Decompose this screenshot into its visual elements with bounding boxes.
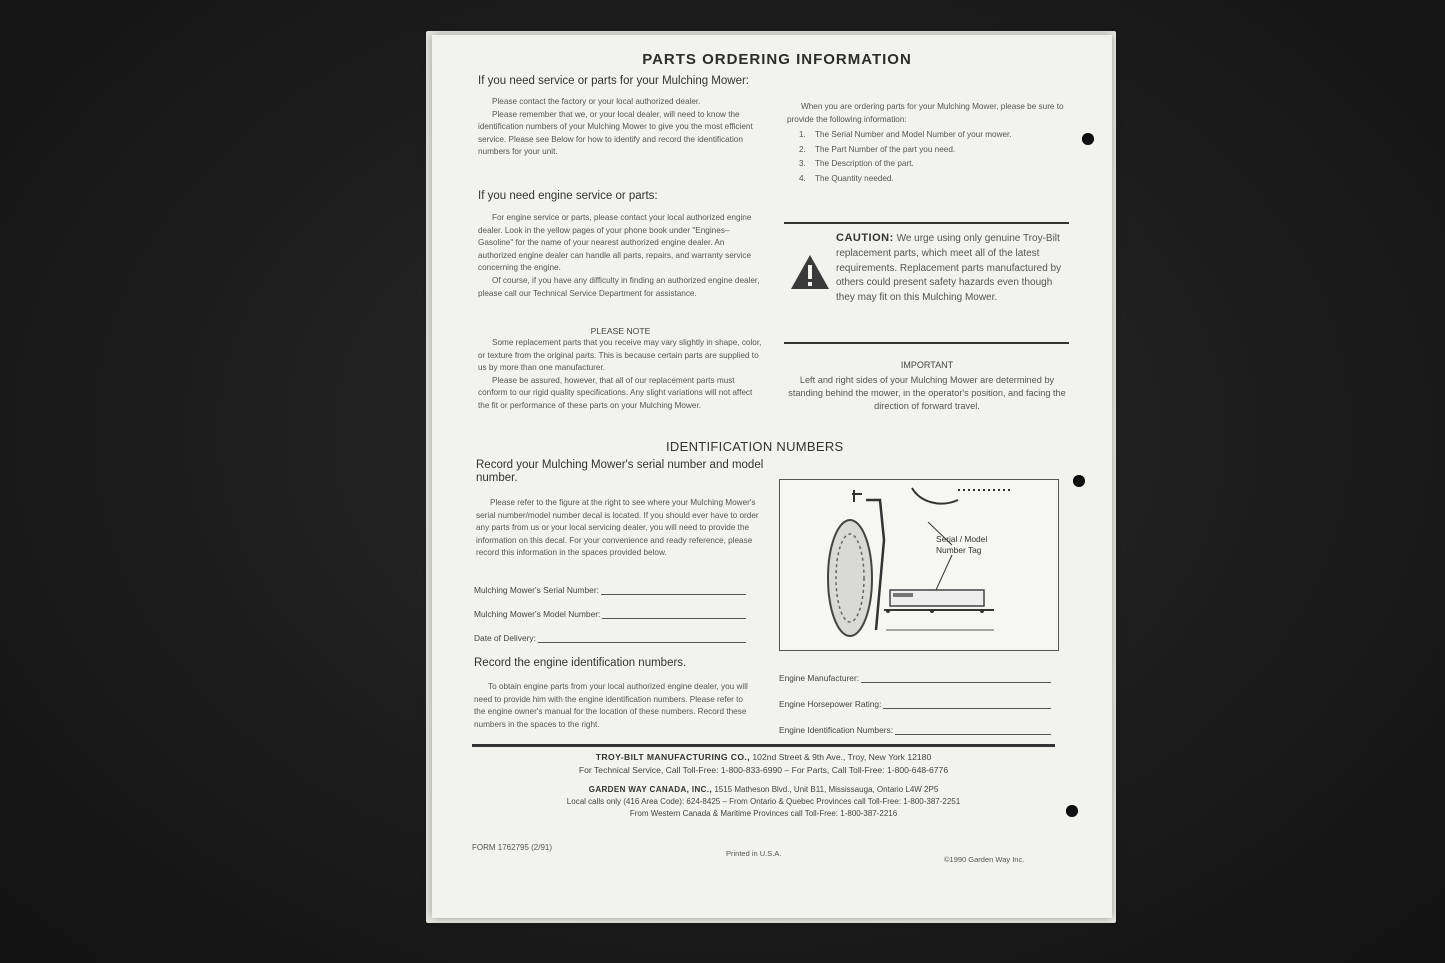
engine-id-label: Engine Identification Numbers:	[779, 725, 894, 735]
footer-company-1-phones: For Technical Service, Call Toll-Free: 1-800-833-6990 – For Parts, Call Toll-Free: 1-800-648-6776	[578, 765, 949, 775]
footer-rule	[472, 744, 1055, 747]
caution-bottom-rule	[784, 342, 1069, 344]
engine-record-para-text: To obtain engine parts from your local authorized engine dealer, you will need to provide him with the engine identification numbers. Please refer to the engine owner's manual for the location of these numbers. Record these numbers in the spaces to the right.	[474, 682, 748, 729]
engine-para-1: For engine service or parts, please contact your local authorized engine dealer. Look in the yellow pages of your phone book under "Engines–Gasoline" for the name of your nearest authorized engine dealer. An authorized engine dealer can handle all parts, repairs, and warranty service concerning the engine.	[478, 213, 752, 273]
footer-company-1	[472, 752, 1055, 762]
record-para-text: Please refer to the figure at the right to see where your Mulching Mower's serial number/model number decal is located. If you should ever have to order any parts from us or your local servicing dealer, you will need to provide the information on this decal. For your convenience and ready reference, please record this information in the spaces provided below.	[476, 498, 759, 558]
company-1-name: TROY-BILT MANUFACTURING CO.,	[595, 752, 751, 762]
delivery-date-label: Date of Delivery:	[474, 633, 536, 643]
service-heading: If you need service or parts for your Mulching Mower:	[478, 75, 750, 87]
company-2-name: GARDEN WAY CANADA, INC.,	[588, 785, 713, 794]
mower-wheel-diagram	[780, 480, 1058, 650]
ordering-item: 2. The Part Number of the part you need.	[799, 144, 956, 154]
engine-manufacturer-label: Engine Manufacturer:	[779, 673, 860, 683]
ordering-intro: When you are ordering parts for your Mulching Mower, please be sure to provide the following information:	[787, 102, 1064, 124]
model-number-field[interactable]	[474, 608, 746, 619]
record-para	[476, 497, 766, 560]
caution-label: CAUTION:	[836, 232, 894, 244]
engine-text	[478, 212, 763, 300]
document-page	[432, 35, 1112, 918]
ordering-info	[787, 101, 1067, 186]
record-heading: Record your Mulching Mower's serial number and model number.	[476, 459, 764, 484]
delivery-date-field[interactable]	[474, 632, 746, 643]
form-number: FORM 1762795 (2/91)	[472, 843, 553, 852]
printed-in: Printed in U.S.A.	[726, 849, 782, 858]
ordering-list	[787, 129, 1067, 185]
service-para-1: Please contact the factory or your local authorized dealer.	[492, 97, 701, 106]
service-text	[478, 96, 763, 159]
binder-hole	[1066, 805, 1078, 817]
binder-hole	[1073, 475, 1085, 487]
serial-number-field[interactable]	[474, 584, 746, 595]
figure-label-line-2: Number Tag	[936, 545, 982, 555]
engine-record-heading: Record the engine identification numbers.	[474, 657, 687, 669]
important-title: IMPORTANT	[900, 360, 954, 370]
footer-company-2	[472, 785, 1055, 794]
engine-para-2: Of course, if you have any difficulty in finding an authorized engine dealer, please call our Technical Service Department for assistance.	[478, 275, 760, 298]
serial-tag-figure	[779, 479, 1059, 651]
ordering-item: 4. The Quantity needed.	[799, 173, 894, 183]
figure-label	[936, 534, 987, 556]
footer-company-2-local: Local calls only (416 Area Code): 624-8425 – From Ontario & Quebec Provinces call Toll-Free: 1-800-387-2251	[566, 797, 961, 806]
engine-hp-field[interactable]	[779, 698, 1051, 709]
caution-top-rule	[784, 222, 1069, 224]
model-number-label: Mulching Mower's Model Number:	[474, 609, 601, 619]
company-1-address: 102nd Street & 9th Ave., Troy, New York 12180	[750, 752, 932, 762]
warning-triangle-icon	[789, 253, 831, 296]
caution-text: We urge using only genuine Troy-Bilt replacement parts, which meet all of the latest requirements. Replacement parts manufactured by others could present safety hazards even though they may fit on this Mulching Mower.	[836, 233, 1062, 304]
company-2-address: 1515 Matheson Blvd., Unit B11, Mississauga, Ontario L4W 2P5	[712, 785, 939, 794]
caution-block	[836, 231, 1066, 306]
ordering-item: 3. The Description of the part.	[799, 159, 914, 169]
engine-hp-label: Engine Horsepower Rating:	[779, 699, 882, 709]
figure-label-line-1: Serial / Model	[936, 534, 988, 544]
important-text: Left and right sides of your Mulching Mower are determined by standing behind the mower, in the operator's position, and facing the direction of forward travel.	[788, 375, 1066, 411]
binder-hole	[1082, 133, 1094, 145]
serial-number-label: Mulching Mower's Serial Number:	[474, 585, 599, 595]
ordering-item: 1. The Serial Number and Model Number of your mower.	[799, 130, 1012, 140]
engine-id-field[interactable]	[779, 724, 1051, 735]
engine-record-para	[474, 681, 748, 731]
id-numbers-title: IDENTIFICATION NUMBERS	[666, 439, 844, 454]
engine-heading: If you need engine service or parts:	[478, 190, 658, 202]
footer-company-2-west: From Western Canada & Maritime Provinces call Toll-Free: 1-800-387-2216	[629, 809, 898, 818]
copyright: ©1990 Garden Way Inc.	[944, 855, 1025, 864]
service-para-2: Please remember that we, or your local dealer, will need to know the identification numbers of your Mulching Mower to give you the most efficient service. Please see Below for how to identify and record the identification numbers for your unit.	[478, 109, 753, 157]
engine-manufacturer-field[interactable]	[779, 672, 1051, 683]
page-title: PARTS ORDERING INFORMATION	[642, 51, 912, 68]
please-note-para-1: Some replacement parts that you receive may vary slightly in shape, color, or texture from the original parts. This is because certain parts are supplied to us by more than one manufacturer.	[478, 338, 762, 373]
please-note-para-2: Please be assured, however, that all of our replacement parts must conform to our rigid quality specifications. Any slight variations will not affect the fit or performance of these parts on your Mulching Mower.	[478, 375, 753, 410]
please-note-title: PLEASE NOTE	[590, 326, 651, 336]
please-note-text	[478, 337, 763, 413]
